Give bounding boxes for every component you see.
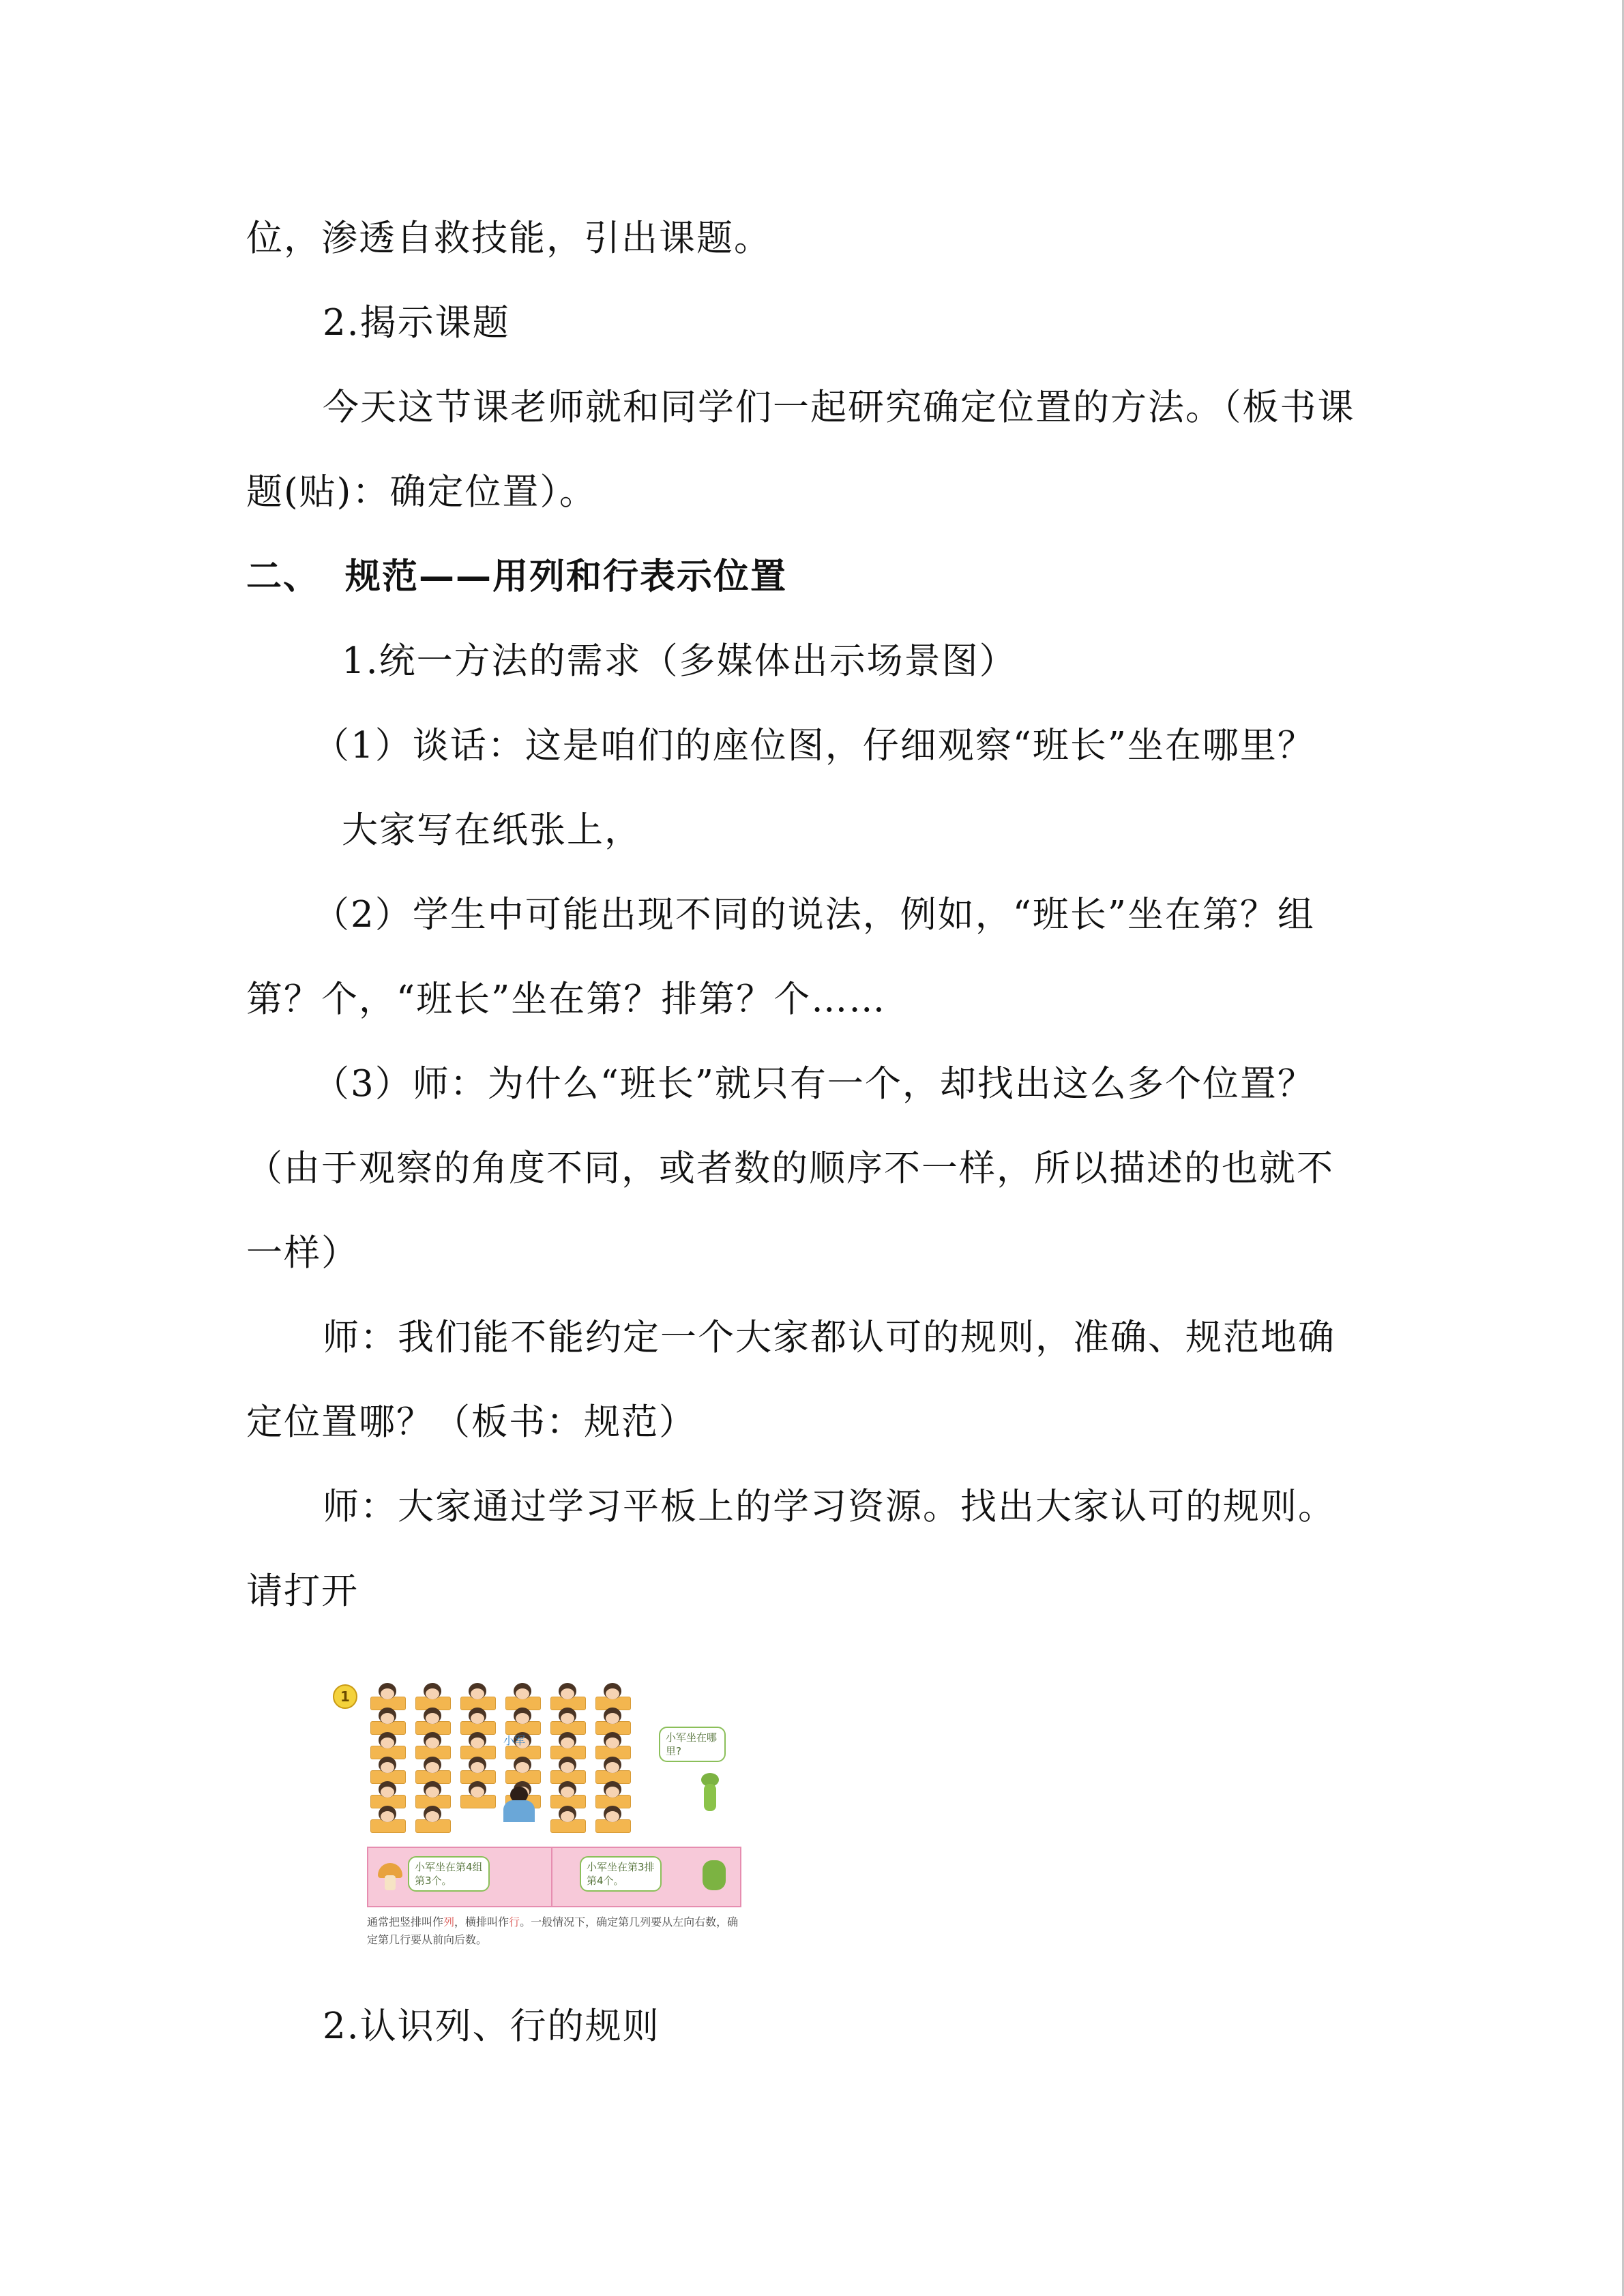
- paragraph-line: 今天这节课老师就和同学们一起研究确定位置的方法。（板书课: [323, 387, 1355, 428]
- subheading: 2.认识列、行的规则: [323, 2006, 660, 2047]
- band-divider: [551, 1848, 552, 1906]
- answer-band: [367, 1847, 741, 1907]
- section-title: 规范——用列和行表示位置: [345, 556, 788, 597]
- paragraph-line: （由于观察的角度不同，或者数的顺序不一样，所以描述的也就不: [246, 1148, 1334, 1189]
- answer-bubble-left: 小军坐在第4组第3个。: [408, 1856, 490, 1892]
- question-bubble: 小军坐在哪里?: [659, 1727, 726, 1762]
- mushroom-character: [378, 1863, 402, 1893]
- frog-character: [698, 1773, 722, 1821]
- example-number-badge: 1: [333, 1684, 357, 1709]
- teacher-figure: [503, 1787, 535, 1821]
- paragraph-line: 第？个，“班长”坐在第？排第？个……: [246, 979, 887, 1020]
- subheading: 2.揭示课题: [323, 302, 510, 344]
- subheading: 1.统一方法的需求（多媒体出示场景图）: [342, 640, 1017, 682]
- paragraph-line: 请打开: [246, 1570, 359, 1612]
- paragraph-line: 位，渗透自救技能，引出课题。: [246, 218, 771, 259]
- answer-bubble-right: 小军坐在第3排第4个。: [580, 1856, 662, 1892]
- section-number: 二、: [246, 556, 321, 597]
- paragraph-line: （2）学生中可能出现不同的说法，例如，“班长”坐在第？组: [313, 894, 1315, 936]
- paragraph-line: 师：大家通过学习平板上的学习资源。找出大家认可的规则。: [323, 1486, 1335, 1527]
- figure-caption: 通常把竖排叫作列，横排叫作行。一般情况下，确定第几列要从左向右数，确定第几行要从前向后数。: [367, 1915, 739, 1946]
- paragraph-line: 师：我们能不能约定一个大家都认可的规则，准确、规范地确: [323, 1317, 1335, 1358]
- section-heading: [246, 555, 787, 599]
- paragraph-line: 定位置哪？（板书：规范）: [246, 1401, 696, 1443]
- paragraph-line: （3）师：为什么“班长”就只有一个，却找出这么多个位置？: [313, 1063, 1315, 1105]
- paragraph-line: 题(贴)：确定位置）。: [246, 471, 597, 513]
- frog-character-small: [703, 1860, 726, 1890]
- paragraph-line: 一样）: [246, 1232, 359, 1274]
- paragraph-line: 大家写在纸张上，: [342, 809, 642, 851]
- seating-illustration: [333, 1678, 739, 1964]
- student-label: 小军: [503, 1734, 526, 1747]
- paragraph-line: （1）谈话：这是咱们的座位图，仔细观察“班长”坐在哪里？: [313, 725, 1315, 766]
